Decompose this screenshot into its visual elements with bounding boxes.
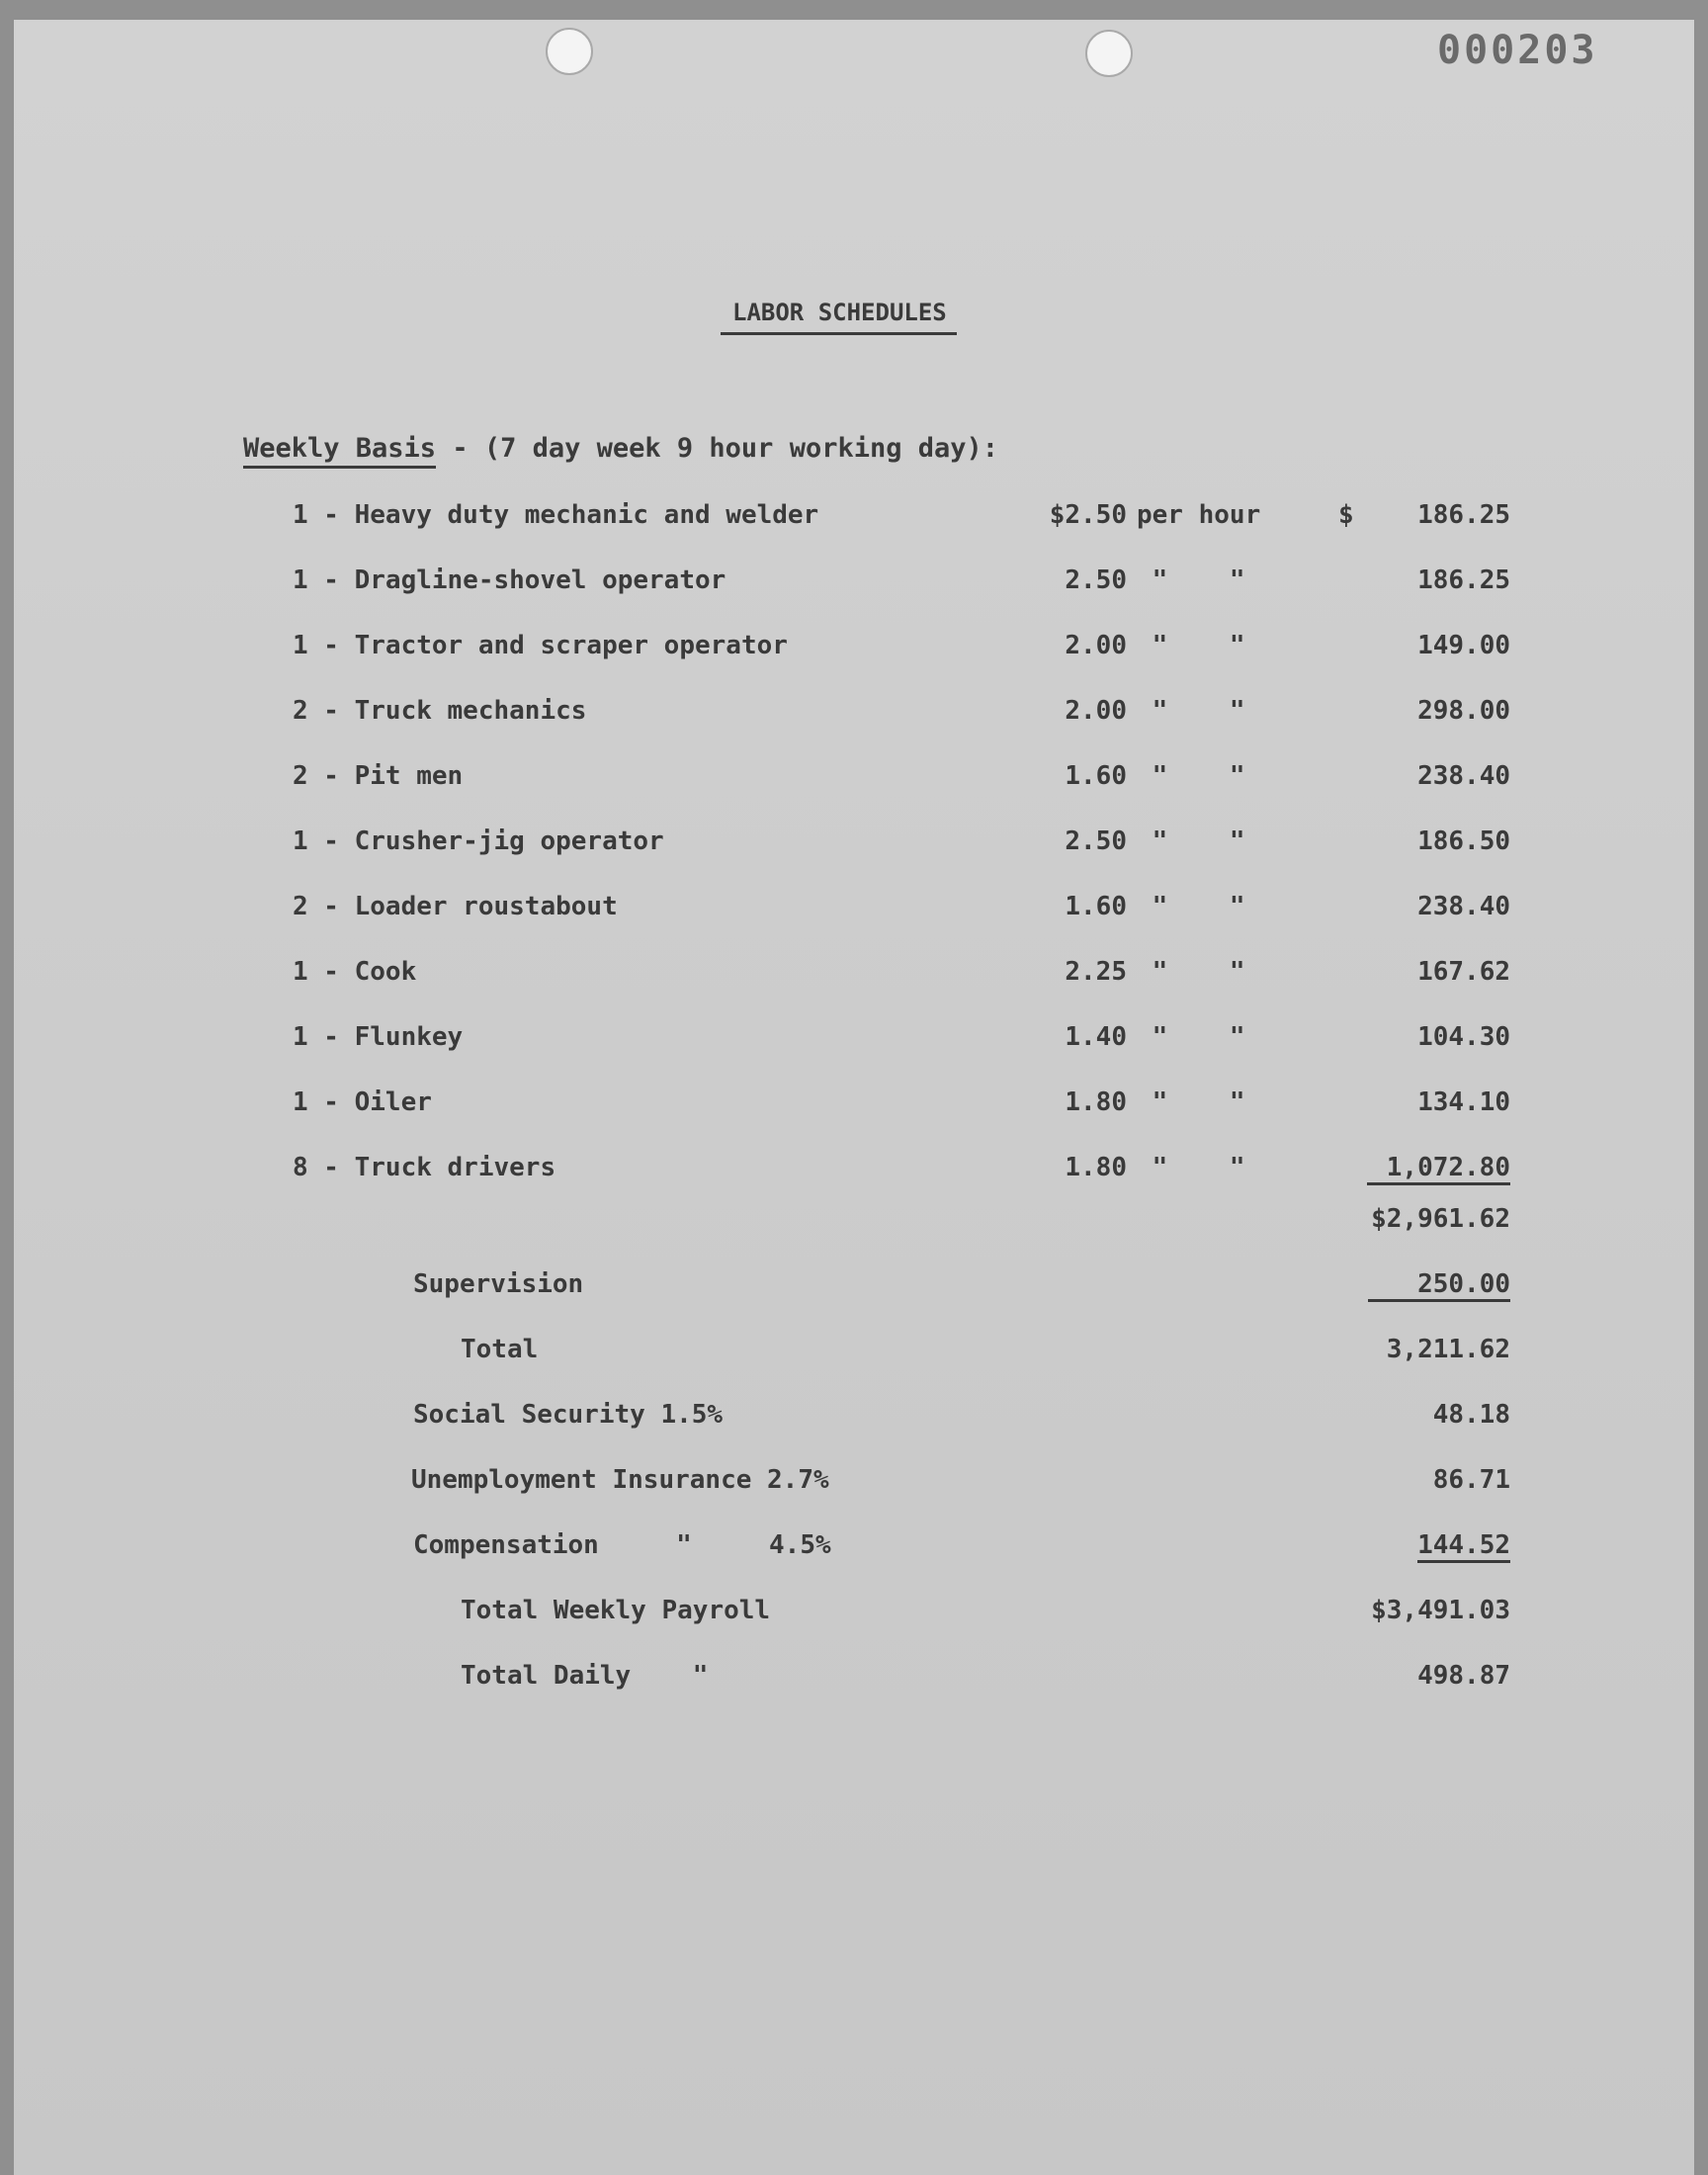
hourly-rate: 2.25	[1065, 957, 1127, 987]
summary-label: Supervision	[413, 1269, 584, 1299]
rate-unit: " "	[1137, 957, 1245, 987]
hourly-rate: 1.60	[1065, 892, 1127, 921]
hourly-rate: 2.00	[1065, 631, 1127, 660]
hourly-rate: 2.50	[1065, 566, 1127, 595]
labor-row	[14, 631, 1694, 674]
weekly-amount-underlined: 1,072.80	[1367, 1153, 1510, 1185]
hourly-rate: 1.80	[1065, 1153, 1127, 1182]
weekly-basis-heading	[243, 433, 998, 464]
document-page	[14, 20, 1694, 2175]
rate-unit: per hour	[1137, 500, 1261, 530]
hourly-rate: 1.80	[1065, 1088, 1127, 1117]
labor-row	[14, 826, 1694, 870]
document-number: 000203	[1437, 28, 1598, 73]
weekly-amount: 167.62	[1417, 957, 1510, 987]
currency-symbol: $	[1338, 500, 1354, 530]
rate-unit: " "	[1137, 761, 1245, 791]
summary-row-supervision	[14, 1269, 1694, 1313]
weekly-amount: 149.00	[1417, 631, 1510, 660]
subtotal-row	[14, 1204, 1694, 1248]
punch-hole	[546, 28, 593, 75]
summary-label: Social Security 1.5%	[413, 1400, 724, 1430]
weekly-amount: 238.40	[1417, 761, 1510, 791]
labor-row	[14, 1153, 1694, 1196]
subtotal-amount: $2,961.62	[1371, 1204, 1510, 1234]
labor-description: 2 - Truck mechanics	[293, 696, 587, 726]
summary-amount-underlined: 144.52	[1417, 1530, 1510, 1563]
weekly-basis-rest: - (7 day week 9 hour working day):	[436, 433, 999, 464]
weekly-amount	[1299, 1153, 1510, 1182]
weekly-amount: 186.25	[1417, 566, 1510, 595]
summary-row-unemployment	[14, 1465, 1694, 1509]
summary-row-compensation	[14, 1530, 1694, 1574]
page-title: LABOR SCHEDULES	[721, 299, 957, 335]
labor-row	[14, 892, 1694, 935]
labor-row	[14, 566, 1694, 609]
summary-label: Unemployment Insurance 2.7%	[411, 1465, 829, 1495]
weekly-amount: 186.25	[1417, 500, 1510, 530]
labor-description: 1 - Dragline-shovel operator	[293, 566, 726, 595]
summary-label: Total	[461, 1335, 539, 1364]
summary-row-total-daily	[14, 1661, 1694, 1704]
summary-amount: 498.87	[1417, 1661, 1510, 1691]
labor-description: 1 - Cook	[293, 957, 417, 987]
labor-row	[14, 1088, 1694, 1131]
rate-unit: " "	[1137, 892, 1245, 921]
summary-row-social-security	[14, 1400, 1694, 1443]
labor-description: 1 - Tractor and scraper operator	[293, 631, 788, 660]
summary-amount: 86.71	[1432, 1465, 1510, 1495]
summary-amount	[1299, 1530, 1510, 1560]
summary-row-total-weekly	[14, 1596, 1694, 1639]
weekly-amount: 298.00	[1417, 696, 1510, 726]
weekly-amount: 238.40	[1417, 892, 1510, 921]
hourly-rate: 1.60	[1065, 761, 1127, 791]
rate-unit: " "	[1137, 826, 1245, 856]
punch-hole	[1085, 30, 1133, 77]
summary-amount: 3,211.62	[1386, 1335, 1510, 1364]
summary-amount: $3,491.03	[1371, 1596, 1510, 1625]
weekly-amount: 186.50	[1417, 826, 1510, 856]
labor-description: 1 - Crusher-jig operator	[293, 826, 664, 856]
rate-unit: " "	[1137, 1153, 1245, 1182]
labor-description: 2 - Pit men	[293, 761, 464, 791]
labor-description: 1 - Oiler	[293, 1088, 432, 1117]
hourly-rate: 2.00	[1065, 696, 1127, 726]
hourly-rate: 1.40	[1065, 1022, 1127, 1052]
labor-row	[14, 500, 1694, 544]
rate-unit: " "	[1137, 1022, 1245, 1052]
weekly-basis-label: Weekly Basis	[243, 433, 436, 469]
weekly-amount: 134.10	[1417, 1088, 1510, 1117]
labor-description: 8 - Truck drivers	[293, 1153, 556, 1182]
labor-description: 1 - Flunkey	[293, 1022, 464, 1052]
summary-label: Total Weekly Payroll	[461, 1596, 771, 1625]
summary-amount: 48.18	[1432, 1400, 1510, 1430]
labor-description: 1 - Heavy duty mechanic and welder	[293, 500, 819, 530]
weekly-amount: 104.30	[1417, 1022, 1510, 1052]
rate-unit: " "	[1137, 696, 1245, 726]
labor-description: 2 - Loader roustabout	[293, 892, 618, 921]
rate-unit: " "	[1137, 631, 1245, 660]
hourly-rate: 2.50	[1065, 826, 1127, 856]
summary-amount-underlined: 250.00	[1368, 1269, 1510, 1302]
labor-row	[14, 1022, 1694, 1066]
summary-amount	[1299, 1269, 1510, 1299]
rate-unit: " "	[1137, 1088, 1245, 1117]
summary-label: Total Daily "	[461, 1661, 709, 1691]
labor-row	[14, 957, 1694, 1000]
hourly-rate: $2.50	[1049, 500, 1127, 530]
labor-row	[14, 696, 1694, 740]
summary-row-total	[14, 1335, 1694, 1378]
rate-unit: " "	[1137, 566, 1245, 595]
labor-row	[14, 761, 1694, 805]
summary-label: Compensation " 4.5%	[413, 1530, 831, 1560]
